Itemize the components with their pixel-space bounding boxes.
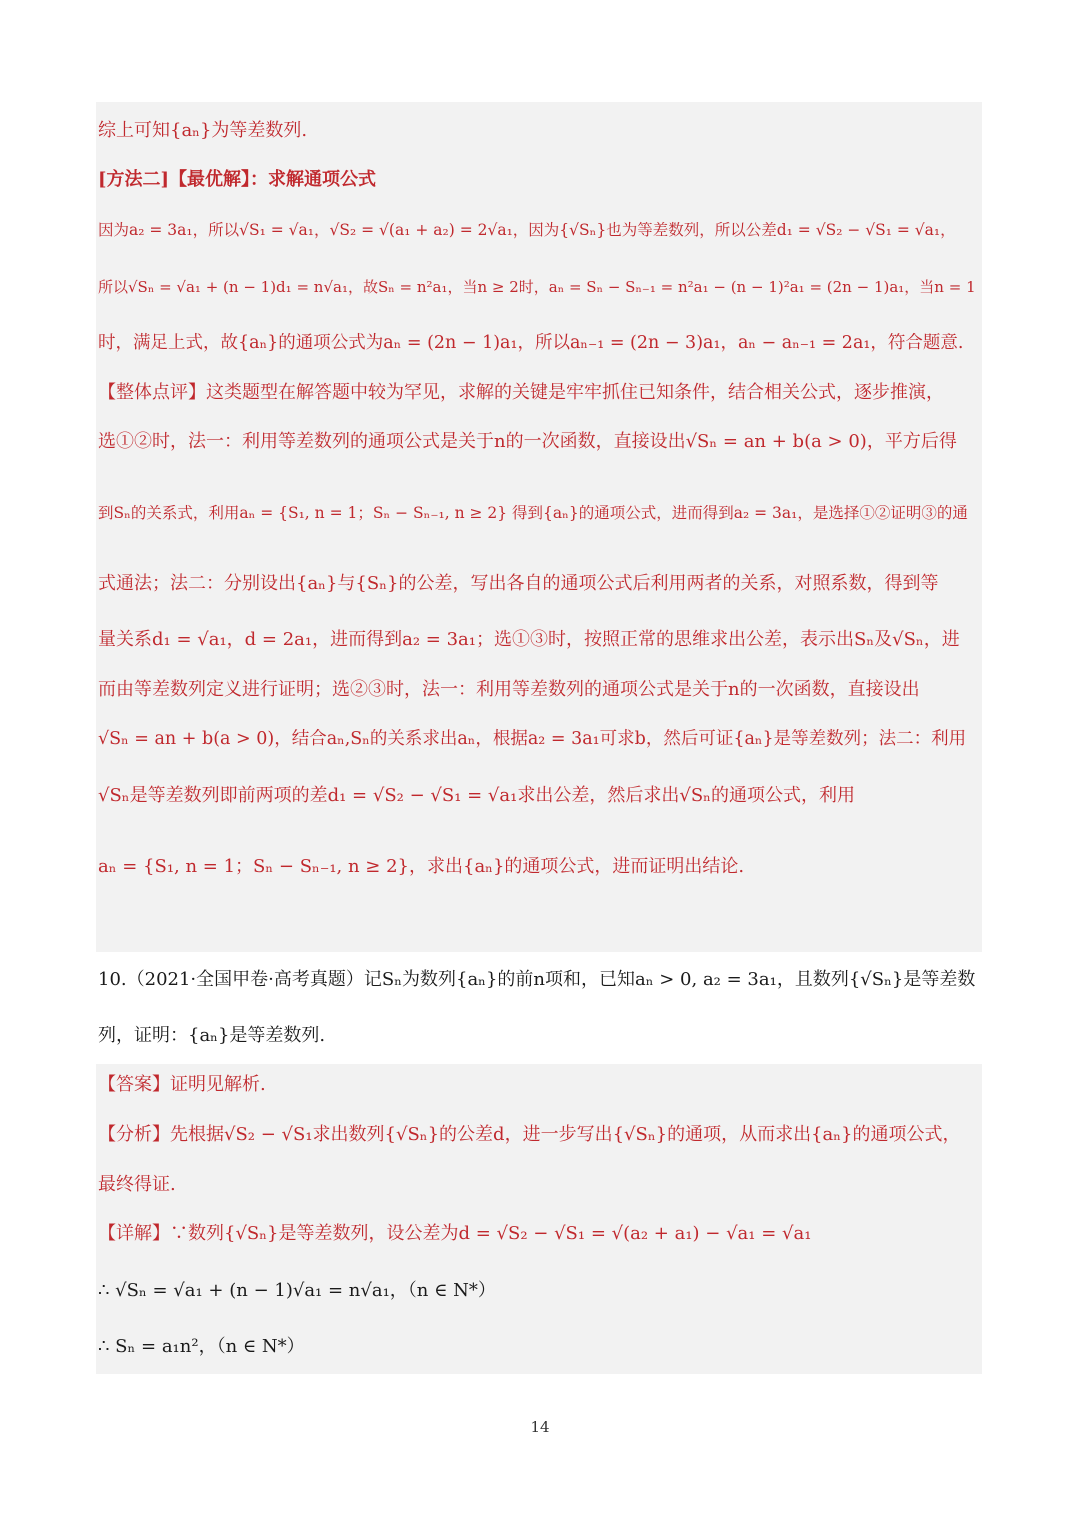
text-line: 所以√Sₙ = √a₁ + (n − 1)d₁ = n√a₁，故Sₙ = n²a₁，当n ≥ 2时，aₙ = Sₙ − Sₙ₋₁ = n²a₁ − (n − 1)²a₁ = (2n − 1)a₁，当n = 1 [98,278,976,296]
answer-box [96,1064,982,1374]
analysis-line: 【分析】先根据√S₂ − √S₁求出数列{√Sₙ}的公差d，进一步写出{√Sₙ}的通项，从而求出{aₙ}的通项公式， [98,1124,961,1145]
text-line: 时，满足上式，故{aₙ}的通项公式为aₙ = (2n − 1)a₁，所以aₙ₋₁ = (2n − 3)a₁，aₙ − aₙ₋₁ = 2a₁，符合题意. [98,333,964,353]
method-heading: [方法二]【最优解】：求解通项公式 [98,169,377,190]
text-line: 而由等差数列定义进行证明；选②③时，法一：利用等差数列的通项公式是关于n的一次函数，直接设出 [98,679,920,700]
page-number: 14 [530,1418,550,1436]
text-line: 到Sₙ的关系式，利用aₙ = {S₁, n = 1；Sₙ − Sₙ₋₁, n ≥ 2} 得到{aₙ}的通项公式，进而得到a₂ = 3a₁，是选择①②证明③的通 [98,504,968,522]
question-line: 列，证明：{aₙ}是等差数列. [98,1025,326,1046]
text-line: √Sₙ = an + b(a > 0)，结合aₙ,Sₙ的关系求出aₙ，根据a₂ = 3a₁可求b，然后可证{aₙ}是等差数列；法二：利用 [98,729,967,749]
analysis-line: 最终得证. [98,1174,176,1195]
text-line: 综上可知{aₙ}为等差数列. [98,120,308,141]
text-line: 式通法；法二：分别设出{aₙ}与{Sₙ}的公差，写出各自的通项公式后利用两者的关系，对照系数，得到等 [98,573,939,594]
detail-line: 【详解】∵数列{√Sₙ}是等差数列，设公差为d = √S₂ − √S₁ = √(a₂ + a₁) − √a₁ = √a₁ [98,1223,812,1244]
text-line: 选①②时，法一：利用等差数列的通项公式是关于n的一次函数，直接设出√Sₙ = an + b(a > 0)，平方后得 [98,431,957,452]
text-line: aₙ = {S₁, n = 1；Sₙ − Sₙ₋₁, n ≥ 2}，求出{aₙ}的通项公式，进而证明出结论. [98,856,745,877]
text-line: 量关系d₁ = √a₁，d = 2a₁，进而得到a₂ = 3a₁；选①③时，按照正常的思维求出公差，表示出Sₙ及√Sₙ，进 [98,629,960,650]
review-line: 【整体点评】这类题型在解答题中较为罕见，求解的关键是牢牢抓住已知条件，结合相关公式，逐步推演， [98,382,944,403]
detail-line: ∴ Sₙ = a₁n²，（n ∈ N*） [98,1336,305,1357]
text-line: √Sₙ是等差数列即前两项的差d₁ = √S₂ − √S₁ = √a₁求出公差，然后求出√Sₙ的通项公式，利用 [98,785,855,806]
answer-line: 【答案】证明见解析. [98,1074,266,1095]
question-line: 10.（2021·全国甲卷·高考真题）记Sₙ为数列{aₙ}的前n项和，已知aₙ > 0, a₂ = 3a₁，且数列{√Sₙ}是等差数 [98,969,976,990]
text-line: 因为a₂ = 3a₁，所以√S₁ = √a₁，√S₂ = √(a₁ + a₂) = 2√a₁，因为{√Sₙ}也为等差数列，所以公差d₁ = √S₂ − √S₁ = √a₁， [98,221,956,239]
detail-line: ∴ √Sₙ = √a₁ + (n − 1)√a₁ = n√a₁，（n ∈ N*） [98,1280,496,1301]
